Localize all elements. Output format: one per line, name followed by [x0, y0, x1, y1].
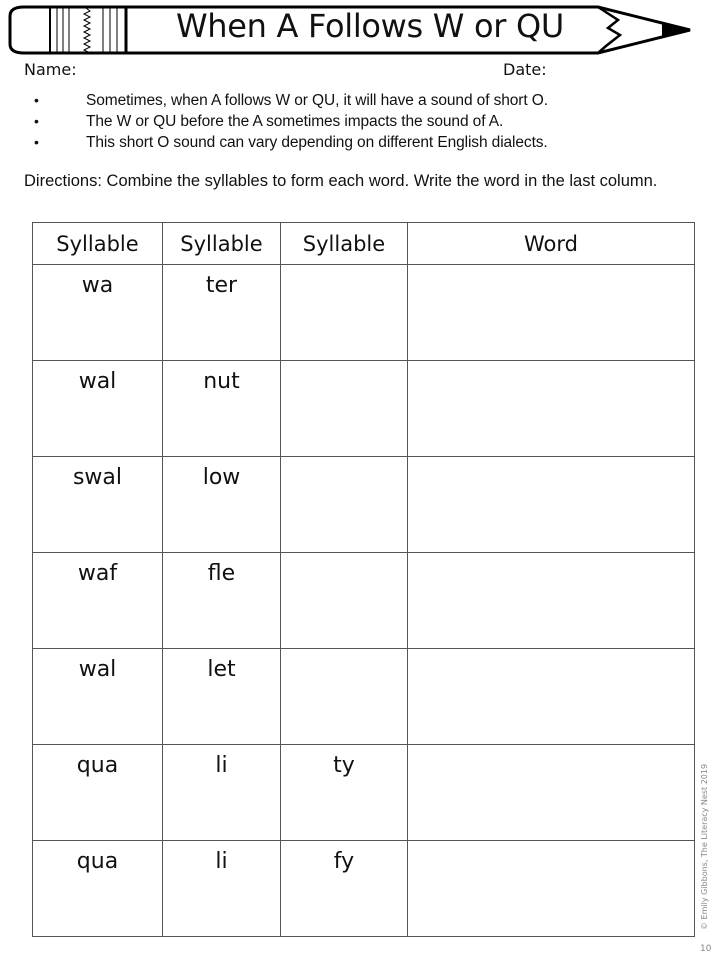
syllable-cell: qua: [33, 841, 163, 937]
table-header-row: [33, 223, 695, 265]
syllable-cell: low: [163, 457, 281, 553]
syllable-cell: wal: [33, 361, 163, 457]
syllable-cell: fy: [281, 841, 408, 937]
syllable-cell: ter: [163, 265, 281, 361]
syllable-cell: [281, 265, 408, 361]
table-row: [33, 745, 695, 841]
word-answer-cell[interactable]: [408, 745, 695, 841]
table-row: [33, 457, 695, 553]
name-label: Name:: [24, 60, 77, 79]
header-syllable-1: Syllable: [33, 223, 163, 265]
copyright-notice: © Emily Gibbons, The Literacy Nest 2019: [700, 763, 709, 930]
note-item: • The W or QU before the A sometimes impacts the sound of A.: [28, 111, 548, 132]
header-syllable-3: Syllable: [281, 223, 408, 265]
header-word: Word: [408, 223, 695, 265]
syllable-cell: li: [163, 745, 281, 841]
syllable-cell: nut: [163, 361, 281, 457]
date-label: Date:: [503, 60, 547, 79]
table-row: [33, 841, 695, 937]
note-item: • Sometimes, when A follows W or QU, it will have a sound of short O.: [28, 90, 548, 111]
syllable-cell: [281, 361, 408, 457]
notes-list: [28, 90, 548, 153]
syllable-cell: [281, 553, 408, 649]
syllable-table: [32, 222, 695, 937]
syllable-cell: qua: [33, 745, 163, 841]
word-answer-cell[interactable]: [408, 265, 695, 361]
word-answer-cell[interactable]: [408, 361, 695, 457]
syllable-cell: let: [163, 649, 281, 745]
syllable-cell: li: [163, 841, 281, 937]
syllable-cell: ty: [281, 745, 408, 841]
syllable-cell: [281, 457, 408, 553]
page-title: When A Follows W or QU: [175, 7, 565, 45]
table-row: [33, 553, 695, 649]
header-syllable-2: Syllable: [163, 223, 281, 265]
syllable-cell: wal: [33, 649, 163, 745]
page-number: 10: [700, 944, 712, 954]
syllable-cell: wa: [33, 265, 163, 361]
note-item: • This short O sound can vary depending on different English dialects.: [28, 132, 548, 153]
directions-text: Directions: Combine the syllables to form each word. Write the word in the last column.: [24, 172, 658, 190]
word-answer-cell[interactable]: [408, 649, 695, 745]
table-row: [33, 649, 695, 745]
word-answer-cell[interactable]: [408, 553, 695, 649]
table-row: [33, 361, 695, 457]
syllable-cell: fle: [163, 553, 281, 649]
table-row: [33, 265, 695, 361]
syllable-cell: waf: [33, 553, 163, 649]
syllable-cell: swal: [33, 457, 163, 553]
word-answer-cell[interactable]: [408, 457, 695, 553]
word-answer-cell[interactable]: [408, 841, 695, 937]
syllable-cell: [281, 649, 408, 745]
